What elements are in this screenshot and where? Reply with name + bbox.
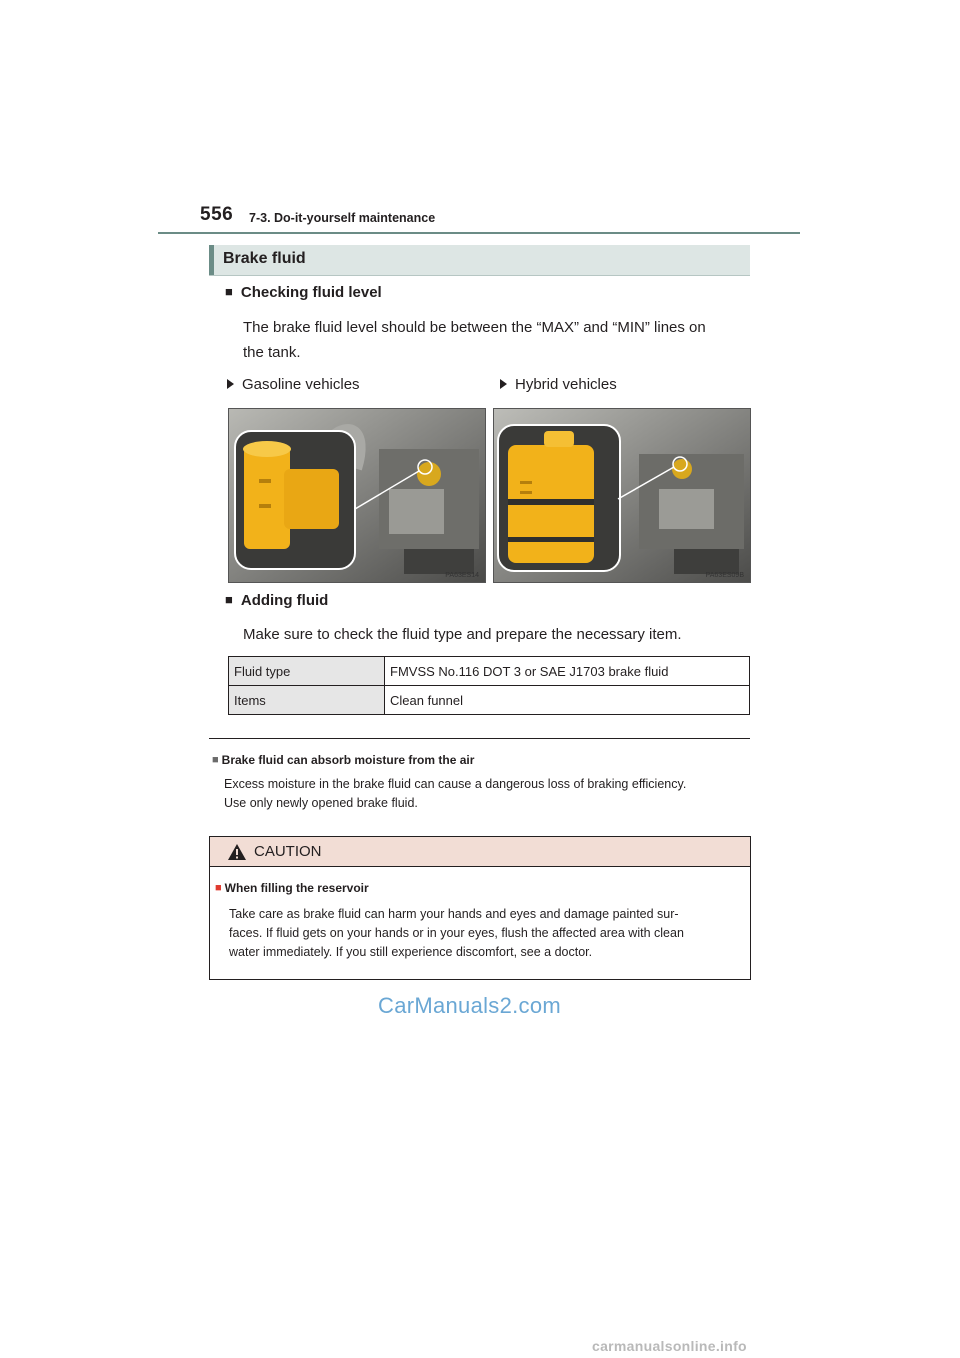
section-title-bar [209,245,750,276]
caution-label: CAUTION [254,843,322,860]
triangle-pointer-icon [500,379,507,389]
checking-text-2: the tank. [243,344,301,361]
header-rule [158,232,800,234]
note-heading: Brake fluid can absorb moisture from the air [221,753,475,767]
adding-heading-row [225,592,328,610]
gasoline-caption [227,372,360,397]
triangle-pointer-icon [227,379,234,389]
adding-heading: Adding fluid [240,592,329,609]
caution-text-3: water immediately. If you still experience discomfort, see a doctor. [229,945,593,959]
page-number: 556 [200,204,234,225]
note-heading-row [212,751,474,769]
checking-heading: Checking fluid level [240,284,382,301]
note-text-2: Use only newly opened brake fluid. [224,796,418,810]
note-text-1: Excess moisture in the brake fluid can cause a dangerous loss of braking efficiency. [224,777,687,791]
fluid-table [228,656,750,715]
hybrid-engine-photo [493,408,751,583]
checking-heading-row [225,284,382,302]
section-accent [209,245,214,275]
caution-text-1: Take care as brake fluid can harm your hands and eyes and damage painted sur- [229,907,679,921]
watermark: CarManuals2.com [378,993,562,1018]
table-value: FMVSS No.116 DOT 3 or SAE J1703 brake fluid [385,657,750,686]
adding-text: Make sure to check the fluid type and prepare the necessary item. [243,626,682,643]
square-bullet-icon: ■ [225,592,233,607]
hybrid-caption [500,372,617,397]
caution-box [209,836,751,980]
table-key: Items [229,686,385,715]
hybrid-engine-illustration [494,409,750,582]
caution-text-2: faces. If fluid gets on your hands or in your eyes, flush the affected area with clean [229,926,684,940]
checking-text-1: The brake fluid level should be between the “MAX” and “MIN” lines on [243,319,706,336]
footer-site: carmanualsonline.info [592,1338,747,1354]
note-rule [209,738,750,739]
gasoline-engine-photo [228,408,486,583]
hybrid-photo-code: PA63ES09B [705,572,744,579]
hybrid-caption-text: Hybrid vehicles [515,376,617,393]
gasoline-caption-text: Gasoline vehicles [242,376,360,393]
square-bullet-icon: ■ [212,754,219,766]
caution-heading: When filling the reservoir [224,881,369,895]
caution-header [210,837,750,867]
caution-heading-row [215,879,369,897]
table-value: Clean funnel [385,686,750,715]
table-row [229,657,750,686]
warning-triangle-icon [227,843,247,861]
table-key: Fluid type [229,657,385,686]
gasoline-photo-code: PA63ES14 [445,572,479,579]
square-bullet-icon: ■ [215,882,222,894]
square-bullet-icon: ■ [225,284,233,299]
section-title: Brake fluid [223,250,306,267]
gasoline-engine-illustration [229,409,485,582]
table-row [229,686,750,715]
chapter-title: 7-3. Do-it-yourself maintenance [249,211,436,225]
